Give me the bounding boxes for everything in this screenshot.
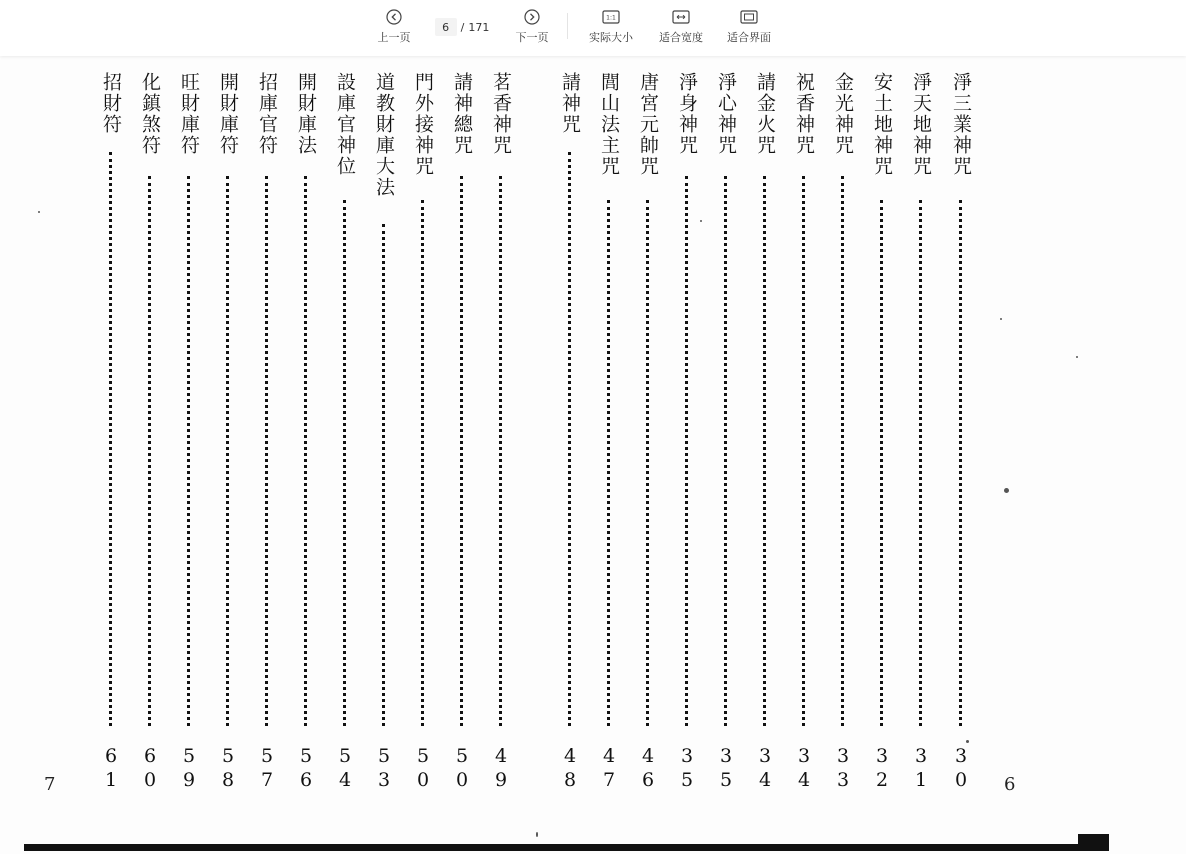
fit-width-label: 适合宽度 <box>659 31 703 44</box>
toc-entry-title: 閭山法主咒 <box>598 72 620 177</box>
fit-width-icon <box>672 9 690 25</box>
toc-dot-leader <box>421 200 424 726</box>
toc-entry-title: 淨三業神咒 <box>950 72 972 177</box>
folio-left: 7 <box>44 774 56 795</box>
toc-entry-title: 請神總咒 <box>451 72 473 156</box>
viewer-toolbar <box>0 0 1186 56</box>
toc-entry <box>408 72 438 732</box>
toc-entry-title: 招財符 <box>100 72 122 135</box>
fit-page-label: 适合界面 <box>727 31 771 44</box>
toc-entry-title: 安土地神咒 <box>871 72 893 177</box>
toc-page-number: 35 <box>680 745 694 791</box>
toc-page-number: 50 <box>455 745 469 791</box>
toc-entry <box>750 72 780 732</box>
toc-dot-leader <box>880 200 883 726</box>
page-separator: / <box>460 20 465 34</box>
next-page-button[interactable] <box>514 6 550 50</box>
actual-size-icon <box>602 9 620 25</box>
toc-entry-title: 門外接神咒 <box>412 72 434 177</box>
toc-page-number: 61 <box>104 745 118 791</box>
toc-entry-title: 招庫官符 <box>256 72 278 156</box>
toc-entry <box>946 72 976 732</box>
actual-size-button[interactable] <box>586 6 636 50</box>
toc-page-number: 35 <box>719 745 733 791</box>
toolbar-divider <box>567 13 568 39</box>
toc-entry <box>369 72 399 732</box>
toc-entry-title: 淨身神咒 <box>676 72 698 156</box>
toc-dot-leader <box>499 176 502 726</box>
fit-page-icon <box>740 9 758 25</box>
toc-entry <box>486 72 516 732</box>
toc-dot-leader <box>343 200 346 726</box>
toc-dot-leader <box>959 200 962 726</box>
toc-entry <box>174 72 204 732</box>
toc-page-number: 60 <box>143 745 157 791</box>
toc-dot-leader <box>226 176 229 726</box>
toc-entry <box>672 72 702 732</box>
document-page <box>0 56 1186 854</box>
toc-entry-title: 旺財庫符 <box>178 72 200 156</box>
toc-entry <box>330 72 360 732</box>
toc-page-number: 59 <box>182 745 196 791</box>
toc-dot-leader <box>568 152 571 726</box>
toc-page-number: 54 <box>338 745 352 791</box>
prev-page-label: 上一页 <box>377 31 411 44</box>
toc-dot-leader <box>607 200 610 726</box>
current-page-input[interactable] <box>435 18 457 36</box>
toc-dot-leader <box>382 224 385 726</box>
toc-entry-title: 淨天地神咒 <box>910 72 932 177</box>
toc-dot-leader <box>685 176 688 726</box>
prev-page-button[interactable] <box>376 6 412 50</box>
actual-size-icon-text: 1:1 <box>606 14 616 22</box>
toc-entry <box>867 72 897 732</box>
scan-speck <box>1004 488 1009 493</box>
toc-page-number: 50 <box>416 745 430 791</box>
chevron-right-circle-icon <box>524 9 540 25</box>
toc-entry <box>594 72 624 732</box>
scan-speck <box>536 832 538 837</box>
toc-entry-title: 道教財庫大法 <box>373 72 395 198</box>
toc-page-number: 58 <box>221 745 235 791</box>
toc-entry-title: 淨心神咒 <box>715 72 737 156</box>
page-bottom-mark <box>1078 834 1109 847</box>
toc-entry <box>789 72 819 732</box>
toc-page-number: 31 <box>914 745 928 791</box>
toc-entry <box>252 72 282 732</box>
toc-entry <box>447 72 477 732</box>
toc-entry-title: 金光神咒 <box>832 72 854 156</box>
toc-entry-title: 設庫官神位 <box>334 72 356 177</box>
toc-entry-title: 茗香神咒 <box>490 72 512 156</box>
toc-entry <box>135 72 165 732</box>
toc-entry-title: 請神咒 <box>559 72 581 135</box>
next-page-label: 下一页 <box>515 31 549 44</box>
total-pages: 171 <box>468 20 490 34</box>
toc-dot-leader <box>919 200 922 726</box>
toc-page-number: 30 <box>954 745 968 791</box>
toc-entry <box>555 72 585 732</box>
toc-dot-leader <box>304 176 307 726</box>
toc-dot-leader <box>802 176 805 726</box>
toc-entry-title: 開財庫符 <box>217 72 239 156</box>
page-bottom-rule <box>24 844 1109 851</box>
toc-dot-leader <box>109 152 112 726</box>
toc-dot-leader <box>763 176 766 726</box>
toc-entry <box>711 72 741 732</box>
toc-page-number: 53 <box>377 745 391 791</box>
toc-page-number: 32 <box>875 745 889 791</box>
toc-dot-leader <box>646 200 649 726</box>
toc-entry <box>213 72 243 732</box>
toc-entry <box>96 72 126 732</box>
toc-dot-leader <box>724 176 727 726</box>
toc-page-number: 56 <box>299 745 313 791</box>
toc-dot-leader <box>841 176 844 726</box>
actual-size-label: 实际大小 <box>589 31 633 44</box>
page-indicator <box>428 16 496 38</box>
toc-entry-title: 開財庫法 <box>295 72 317 156</box>
toc-page-number: 46 <box>641 745 655 791</box>
toc-page-number: 34 <box>758 745 772 791</box>
toc-entry <box>906 72 936 732</box>
folio-right: 6 <box>1004 774 1016 795</box>
scan-speck <box>1076 356 1078 358</box>
scan-speck <box>38 211 40 213</box>
toc-page-number: 34 <box>797 745 811 791</box>
toc-dot-leader <box>265 176 268 726</box>
toc-dot-leader <box>187 176 190 726</box>
scan-speck <box>700 220 702 222</box>
fit-page-button[interactable] <box>724 6 774 50</box>
toc-dot-leader <box>148 176 151 726</box>
toc-page-number: 49 <box>494 745 508 791</box>
toc-page-number: 47 <box>602 745 616 791</box>
toc-entry-title: 唐宮元帥咒 <box>637 72 659 177</box>
toc-page-number: 57 <box>260 745 274 791</box>
toc-dot-leader <box>460 176 463 726</box>
toc-page-number: 48 <box>563 745 577 791</box>
toc-entry-title: 化鎮煞符 <box>139 72 161 156</box>
toc-entry-title: 請金火咒 <box>754 72 776 156</box>
scan-speck <box>1000 318 1002 320</box>
toc-entry-title: 祝香神咒 <box>793 72 815 156</box>
toc-entry <box>633 72 663 732</box>
toc-entry <box>828 72 858 732</box>
toc-entry <box>291 72 321 732</box>
chevron-left-circle-icon <box>386 9 402 25</box>
fit-width-button[interactable] <box>656 6 706 50</box>
toc-page-number: 33 <box>836 745 850 791</box>
scan-speck <box>966 740 969 743</box>
